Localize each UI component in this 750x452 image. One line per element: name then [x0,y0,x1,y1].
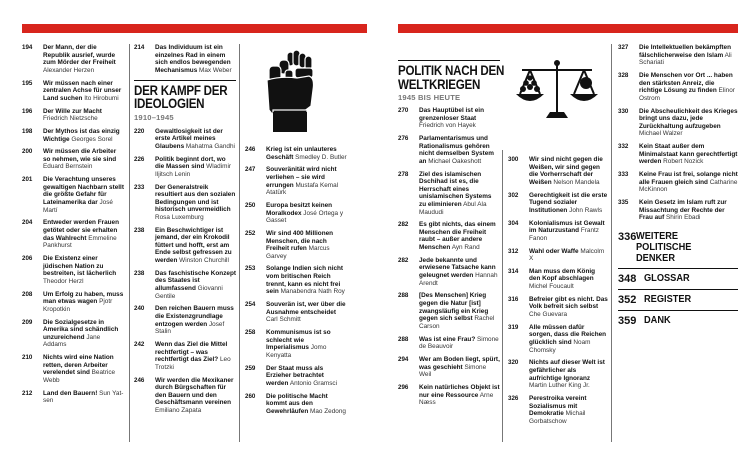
toc-entry[interactable] [618,72,738,102]
toc-entry[interactable] [508,220,608,243]
toc-entry[interactable] [134,184,236,222]
entry-title: Um Erfolg zu haben, muss man etwas wagen [43,290,124,306]
entry-title: Der Staat muss als Erzieher betrachtet werden [266,364,324,387]
entry-author: Hannah Arendt [419,272,498,287]
toc-entry[interactable] [398,384,500,407]
toc-entry[interactable] [245,230,348,260]
toc-entry[interactable] [398,257,500,287]
entry-title: Keine Frau ist frei, solange nicht alle Frauen gleich sind [639,171,738,186]
toc-column-5 [508,156,608,431]
entry-author: Shirin Ebadi [666,214,701,222]
entry-author: Sun Yat-sen [43,389,124,405]
entry-title: Politik beginnt dort, wo die Massen sind [155,155,226,171]
entry-author: Che Guevara [529,311,568,319]
entry-title: Wahl oder Waffe [529,247,579,255]
entry-author: Ito Hirobumi [84,94,119,102]
entry-author: Mahatma Gandhi [185,142,235,150]
toc-entry[interactable] [618,143,738,166]
column-divider [502,150,503,442]
toc-entry[interactable] [22,390,125,405]
page-number: 348 [618,273,637,285]
toc-entry[interactable] [398,336,500,351]
page-number: 210 [22,354,33,362]
toc-entry[interactable] [22,354,125,384]
page-number: 258 [245,329,256,336]
page-number: 282 [398,221,409,229]
toc-entry[interactable] [398,221,500,251]
toc-column-2 [134,44,236,420]
page-number: 233 [134,183,145,191]
toc-entry[interactable] [22,108,125,123]
entry-title: Was ist eine Frau? [419,335,476,343]
entry-title: Nichts auf dieser Welt ist gefährlicher als aufrichtige Ignoranz [529,359,605,382]
column-divider [611,44,612,442]
entry-title: Die Abscheulichkeit des Krieges bringt uns dazu, jede Zurückhaltung aufzugeben [639,107,738,130]
entry-title: Perestroika vereint Sozialismus mit Demokratie [529,394,587,418]
entry-title: Die politische Macht kommt aus den Gewehrläufen [266,392,328,415]
page-number: 320 [508,359,519,367]
page-number: 254 [245,301,256,309]
page-number: 319 [508,323,519,331]
toc-entry[interactable] [508,192,608,215]
entry-author: Mao Zedong [310,407,346,415]
entry-title: Ziel des islamischen Dschihad ist es, die Herrschaft eines unislamischen Systems zu eliminieren [419,170,492,208]
entry-author: Friedrich von Hayek [419,122,476,130]
entry-author: Ali Schariati [639,51,732,67]
page-number: 201 [22,176,33,184]
entry-author: Carl Schmitt [266,316,301,324]
page-number: 288 [398,292,409,300]
entry-title: Krieg ist ein unlauteres Geschäft [266,146,337,161]
toc-entry[interactable] [245,146,348,161]
toc-entry[interactable] [22,255,125,285]
entry-title: Entweder werden Frauen getötet oder sie erhalten das Wahlrecht [43,219,119,242]
entry-title: Nichts wird eine Nation retten, deren Arbeiter verelendet sind [43,354,114,377]
raised-fist-illustration [255,50,348,132]
entry-title: Alle müssen dafür sorgen, dass die Reichen glücklich sind [529,323,607,346]
entry-title: Kein Staat außer dem Minimalstaat kann gerechtfertigt werden [639,143,738,166]
toc-column-6 [618,44,738,331]
entry-title: Den reichen Bauern muss die Existenzgrundlage entzogen werden [155,305,234,328]
page-number: 214 [134,44,145,51]
page-number: 246 [245,146,256,153]
toc-column-1 [22,44,125,410]
entry-author: Smedley D. Butler [295,153,347,161]
entry-author: Friedrich Nietzsche [43,115,98,123]
toc-entry[interactable] [134,227,236,265]
entry-author: Antonio Gramsci [289,379,338,387]
entry-title: Es gibt nichts, das einem Menschen die Freiheit raubt – außer andere Menschen [419,221,496,252]
toc-entry[interactable] [134,156,236,179]
entry-title: Der Wille zur Macht [43,107,102,115]
page-number: 206 [22,254,33,262]
entry-author: Manabendra Nath Roy [280,288,345,296]
entry-title: Wir müssen nach einer zentralen Achse für unser Land suchen [43,79,122,102]
page-number: 332 [618,143,629,151]
entry-title: Man muss dem König den Kopf abschlagen [529,267,596,283]
scales-illustration [512,56,602,124]
entry-author: Georges Sorel [71,135,113,143]
page-number: 212 [22,389,33,397]
toc-entry[interactable] [22,176,125,214]
entry-title: Kein natürliches Objekt ist nur eine Ressource [419,383,500,399]
entry-title: Jede bekannte und erwiesene Tatsache kann geleugnet werden [419,256,496,280]
toc-entry[interactable] [618,44,738,67]
page-number: 304 [508,219,519,227]
page-number: 330 [618,107,629,115]
entry-author: Arne Næss [419,391,494,407]
back-matter-entry[interactable] [618,289,738,306]
entry-title: Wer am Boden liegt, spürt, was geschieht [419,355,500,371]
page-number: 240 [134,305,145,313]
toc-entry[interactable] [245,202,348,225]
toc-entry[interactable] [398,135,500,165]
entry-author: Frantz Fanon [529,227,599,242]
toc-column-4 [398,44,505,412]
page-number: 296 [398,383,409,391]
entry-title: Die Menschen vor Ort ... haben den stärksten Anreiz, die richtige Lösung zu finden [639,71,733,95]
toc-entry[interactable] [398,171,500,217]
section-years: 1945 BIS HEUTE [398,93,461,102]
toc-entry[interactable] [22,148,125,171]
toc-entry[interactable] [134,270,236,300]
page-number: 242 [134,340,145,348]
entry-author: Theodor Herzl [43,277,84,285]
section-title: POLITIK NACH DEN WELTKRIEGEN [398,63,505,92]
toc-entry[interactable] [22,291,125,314]
page-number: 198 [22,127,33,135]
page-number: 288 [398,335,409,343]
entry-title: Kommunismus ist so schlecht wie Imperialismus [266,329,331,352]
toc-entry[interactable] [618,108,738,138]
page-number: 312 [508,247,519,255]
entry-title: Europa besitzt keinen Moralkodex [266,201,333,217]
entry-title: Das faschistische Konzept des Staates ist allumfassend [155,269,236,292]
section-rule [398,60,500,61]
toc-entry[interactable] [22,128,125,143]
page-number: 253 [245,265,256,273]
page-number: 359 [618,315,637,327]
entry-author: Jomo Kenyatta [266,344,327,359]
page-number: 276 [398,134,409,142]
entry-author: Malcolm X [529,247,605,263]
entry-author: Abul Ala Maududi [419,200,487,216]
page-number: 194 [22,44,33,51]
entry-title: Ein Beschwichtiger ist jemand, der ein Krokodil füttert und hofft, erst am Ende selbst gefressen zu werden [155,226,232,265]
toc-entry[interactable] [245,166,348,196]
page-number: 195 [22,79,33,87]
entry-author: Elinor Ostrom [639,87,735,102]
entry-author: Beatrice Webb [43,369,116,384]
entry-title: Die Intellektuellen bekämpften fälschlicherweise den Islam [639,44,731,59]
page-number: 196 [22,107,33,115]
page-number: 328 [618,71,629,79]
entry-author: Michail Gorbatschow [529,410,586,425]
page-number: 326 [508,394,519,402]
toc-entry[interactable] [508,156,608,186]
toc-entry[interactable] [134,305,236,335]
page-number: 333 [618,171,629,179]
entry-title: Der Mythos ist das einzig Wichtige [43,127,120,143]
toc-entry[interactable] [398,356,500,379]
toc-entry[interactable] [245,329,348,359]
page-number: 278 [398,170,409,178]
back-matter-entry[interactable] [618,231,738,264]
entry-title: Wir sind 400 Millionen Menschen, die nach Freiheit rufen [266,229,334,253]
entry-title: Souveränität wird nicht verliehen – sie wird errungen [266,166,337,189]
toc-entry[interactable] [508,324,608,354]
entry-author: Michael Walzer [639,130,683,138]
entry-author: Rachel Carson [419,315,495,330]
entry-title: Solange Indien sich nicht vom britischen Reich trennt, kann es nicht frei sein [266,265,344,296]
toc-entry[interactable] [245,301,348,324]
entry-title: Der Mann, der die Republik ausrief, wurde zum Mörder der Freiheit [43,44,116,67]
page-number: 247 [245,166,256,174]
entry-author: Michel Foucault [529,283,574,291]
entry-author: Winston Churchill [179,257,229,265]
section-rule [134,80,236,81]
toc-entry[interactable] [618,199,738,222]
toc-entry[interactable] [245,365,348,388]
column-divider [129,44,130,442]
entry-author: Alexander Herzen [43,66,95,74]
entry-author: Josef Stalin [155,320,225,336]
entry-author: Martin Luther King Jr. [529,382,590,390]
entry-author: Simone de Beauvoir [419,335,499,351]
entry-author: Wladimir Iljitsch Lenin [155,163,232,178]
toc-entry[interactable] [508,268,608,291]
page-number: 260 [245,392,256,400]
toc-entry[interactable] [22,44,125,74]
page-number: 246 [134,376,145,384]
entry-title: Die Verachtung unseres gewaltigen Nachbarn stellt die größte Gefahr für Lateinamerika dar [43,176,124,207]
entry-author: Catharine McKinnon [639,178,738,194]
page-number: 226 [134,155,145,163]
section-title: DER KAMPF DER IDEOLOGIEN [134,82,228,112]
entry-author: Michael Oakeshott [428,157,482,165]
toc-entry[interactable] [398,107,500,130]
toc-entry[interactable] [245,265,348,295]
entry-author: Simone Weil [419,363,487,379]
entry-author: Emiliano Zapata [155,406,202,414]
toc-entry[interactable] [22,219,125,249]
toc-entry[interactable] [245,393,348,416]
entry-author: Giovanni Gentile [155,285,223,300]
back-matter-label: REGISTER [644,293,692,305]
back-matter-entry[interactable] [618,310,738,327]
entry-title: Das Hauptübel ist ein grenzenloser Staat [419,107,484,122]
page-number: 238 [134,269,145,277]
back-matter-label: WEITERE POLITISCHE DENKER [636,230,692,264]
page-number: 316 [508,295,519,303]
entry-author: Emmeline Pankhurst [43,234,117,250]
entry-author: José Ortega y Gasset [266,209,344,225]
page-number: 250 [245,201,256,209]
toc-entry[interactable] [22,319,125,349]
entry-title: Souverän ist, wer über die Ausnahme entscheidet [266,301,346,316]
entry-title: Das Individuum ist ein einzelnes Rad in einem sich endlos bewegenden Mechanismus [155,44,231,74]
toc-entry[interactable] [134,44,236,74]
left-page-red-bar [22,24,367,33]
back-matter-entry[interactable] [618,268,738,285]
page-number: 270 [398,107,409,114]
entry-title: Wir müssen die Arbeiter so nehmen, wie sie sind [43,148,117,163]
toc-entry[interactable] [508,395,608,425]
page-number: 220 [134,127,145,135]
page-number: 282 [398,256,409,264]
toc-entry[interactable] [134,377,236,415]
entry-author: Ayn Rand [451,244,480,252]
entry-title: Der Generalstreik resultiert aus den sozialen Bedingungen und ist historisch unvermeidlich [155,183,236,214]
toc-entry[interactable] [618,171,738,194]
page-number: 200 [22,148,33,156]
page-number: 300 [508,156,519,163]
back-matter-label: DANK [644,314,671,326]
entry-author: Max Weber [199,66,232,74]
page-number: 294 [398,355,409,363]
entry-author: Pjotr Kropotkin [43,298,113,313]
entry-author: Nelson Mandela [553,178,600,186]
toc-entry[interactable] [508,296,608,319]
entry-title: Befreier gibt es nicht. Das Volk befreit sich selbst [529,295,608,311]
toc-entry[interactable] [508,248,608,263]
toc-entry[interactable] [134,128,236,151]
page-number: 204 [22,219,33,227]
entry-title: [Des Menschen] Krieg gegen die Natur [ist] zwangsläufig ein Krieg gegen sich selbst [419,292,489,323]
entry-author: Leo Trotzki [155,356,231,371]
entry-author: John Rawls [569,206,603,214]
entry-author: José Martí [43,199,113,214]
entry-author: Noam Chomsky [529,339,591,354]
page-number: 336 [618,231,637,243]
page-number: 252 [245,229,256,237]
entry-title: Die Sozialgesetze in Amerika sind schändlich unzureichend [43,318,119,341]
entry-title: Parlamentarismus und Rationalismus gehören nicht demselben System an [419,134,494,165]
page-number: 302 [508,191,519,199]
entry-title: Kolonialismus ist Gewalt im Naturzustand [529,219,605,235]
entry-title: Wenn das Ziel die Mittel rechtfertigt – was rechtfertigt das Ziel? [155,340,228,364]
toc-column-3 [245,44,348,421]
entry-author: Marcus Garvey [266,245,330,260]
entry-title: Die Existenz einer jüdischen Nation zu bestreiten, ist lächerlich [43,254,117,278]
page-number: 314 [508,267,519,275]
entry-title: Wir werden die Mexikaner durch Bürgschaften für den Bauern und den Geschäftsmann vereinen [155,376,234,407]
page-number: 259 [245,364,256,372]
toc-entry[interactable] [398,292,500,330]
toc-entry[interactable] [134,341,236,371]
entry-title: Gewaltlosigkeit ist der erste Artikel meines Glaubens [155,127,223,150]
entry-title: Wir sind nicht gegen die Weißen, wir sind gegen die Vorherrschaft der Weißen [529,156,603,186]
entry-author: Rosa Luxemburg [155,213,204,221]
toc-entry[interactable] [22,80,125,103]
toc-entry[interactable] [508,359,608,389]
back-matter-label: GLOSSAR [644,272,690,284]
page-number: 327 [618,44,629,51]
entry-title: Land den Bauern! [43,389,98,397]
page-number: 335 [618,199,629,207]
entry-author: Jane Addams [43,333,101,349]
entry-author: Mustafa Kemal Atatürk [266,181,339,197]
section-years: 1910–1945 [134,112,174,122]
entry-title: Gerechtigkeit ist die erste Tugend sozialer Institutionen [529,191,608,214]
right-page-red-bar [398,24,738,33]
page-number: 208 [22,290,33,298]
page-number: 238 [134,226,145,234]
page-number: 352 [618,294,637,306]
entry-title: Kein Gesetz im Islam ruft zur Missachtung der Rechte der Frau auf [639,199,727,222]
page-number: 209 [22,318,33,326]
entry-author: Eduard Bernstein [43,163,93,171]
entry-author: Robert Nozick [663,158,704,166]
